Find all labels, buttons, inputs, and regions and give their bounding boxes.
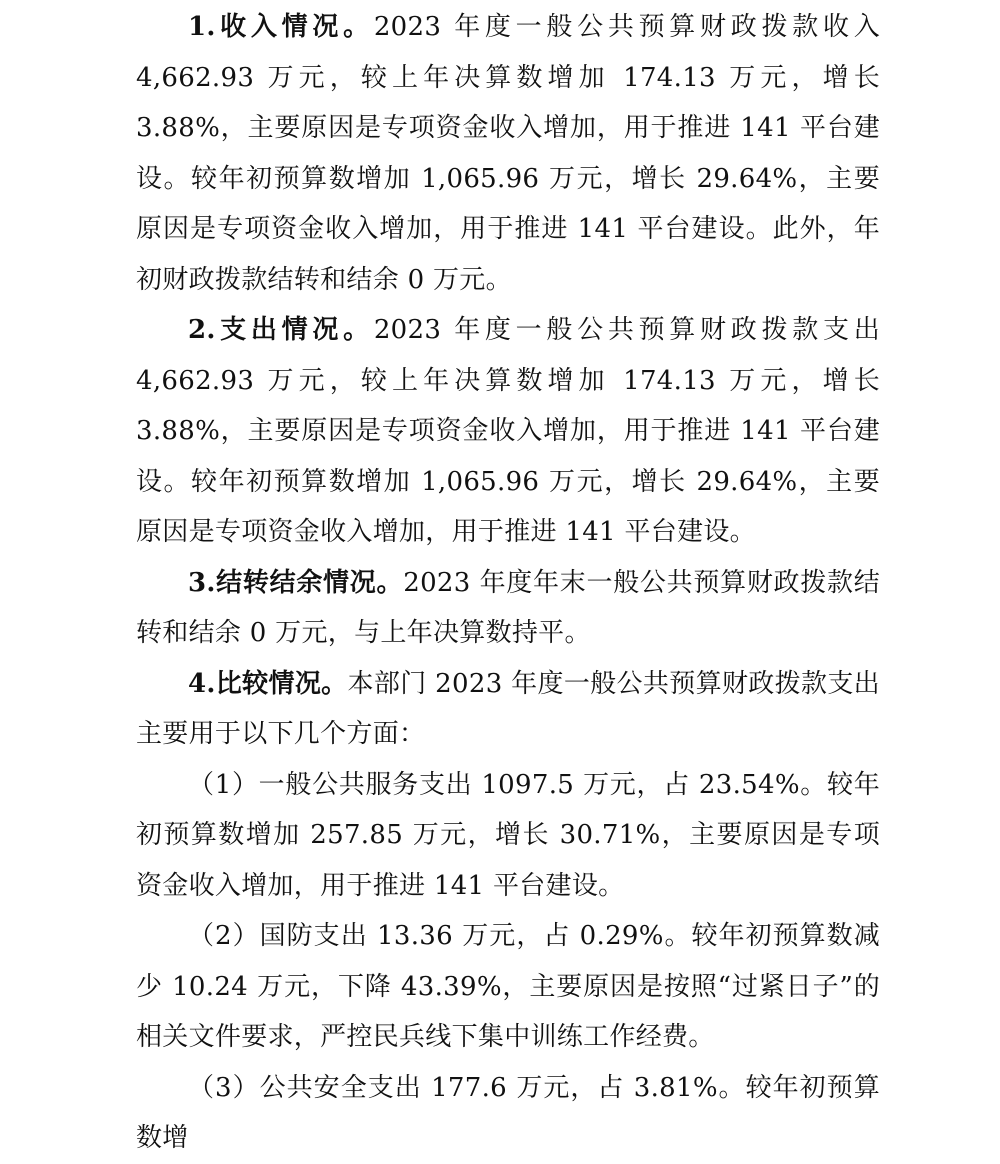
paragraph-item-general-public-services [136,760,880,912]
paragraph-carryover-text: 2023 年度年末一般公共预算财政拨款结转和结余 0 万元，与上年决算数持平。 [136,567,881,648]
item-national-defense-text: （2）国防支出 13.36 万元，占 0.29%。较年初预算数减少 10.24 万元，下降 43.39%，主要原因是按照“过紧日子”的相关文件要求，严控民兵线下集中训练工作经费。 [136,921,880,1052]
paragraph-carryover [136,558,880,659]
section-heading-expenditure: 2.支出情况。 [188,315,374,345]
section-heading-carryover: 3.结转结余情况。 [188,567,404,598]
paragraph-income-text: 2023 年度一般公共预算财政拨款收入 4,662.93 万元，较上年决算数增加 174.13 万元，增长 3.88%，主要原因是专项资金收入增加，用于推进 141 平台建设。较年初预算数增加 1,065.96 万元，增长 29.64%，主要原因是专项资金收入增加，用于推进 141 平台建设。此外，年初财政拨款结转和结余 0 万元。 [136,12,880,295]
document-page [136,0,880,1164]
paragraph-income [136,2,880,305]
paragraph-item-public-security [136,1063,880,1164]
section-heading-income: 1.收入情况。 [188,12,374,42]
paragraph-expenditure-text: 2023 年度一般公共预算财政拨款支出 4,662.93 万元，较上年决算数增加 174.13 万元，增长 3.88%，主要原因是专项资金收入增加，用于推进 141 平台建设。较年初预算数增加 1,065.96 万元，增长 29.64%，主要原因是专项资金收入增加，用于推进 141 平台建设。 [136,315,880,547]
paragraph-item-national-defense [136,911,880,1063]
paragraph-comparison [136,659,880,760]
item-public-security-text: （3）公共安全支出 177.6 万元，占 3.81%。较年初预算数增 [136,1072,880,1153]
paragraph-comparison-text: 本部门 2023 年度一般公共预算财政拨款支出主要用于以下几个方面： [136,668,880,749]
section-heading-comparison: 4.比较情况。 [188,668,348,699]
paragraph-expenditure [136,305,880,558]
item-general-public-services-text: （1）一般公共服务支出 1097.5 万元，占 23.54%。较年初预算数增加 257.85 万元，增长 30.71%，主要原因是专项资金收入增加，用于推进 141 平台建设。 [136,769,880,901]
